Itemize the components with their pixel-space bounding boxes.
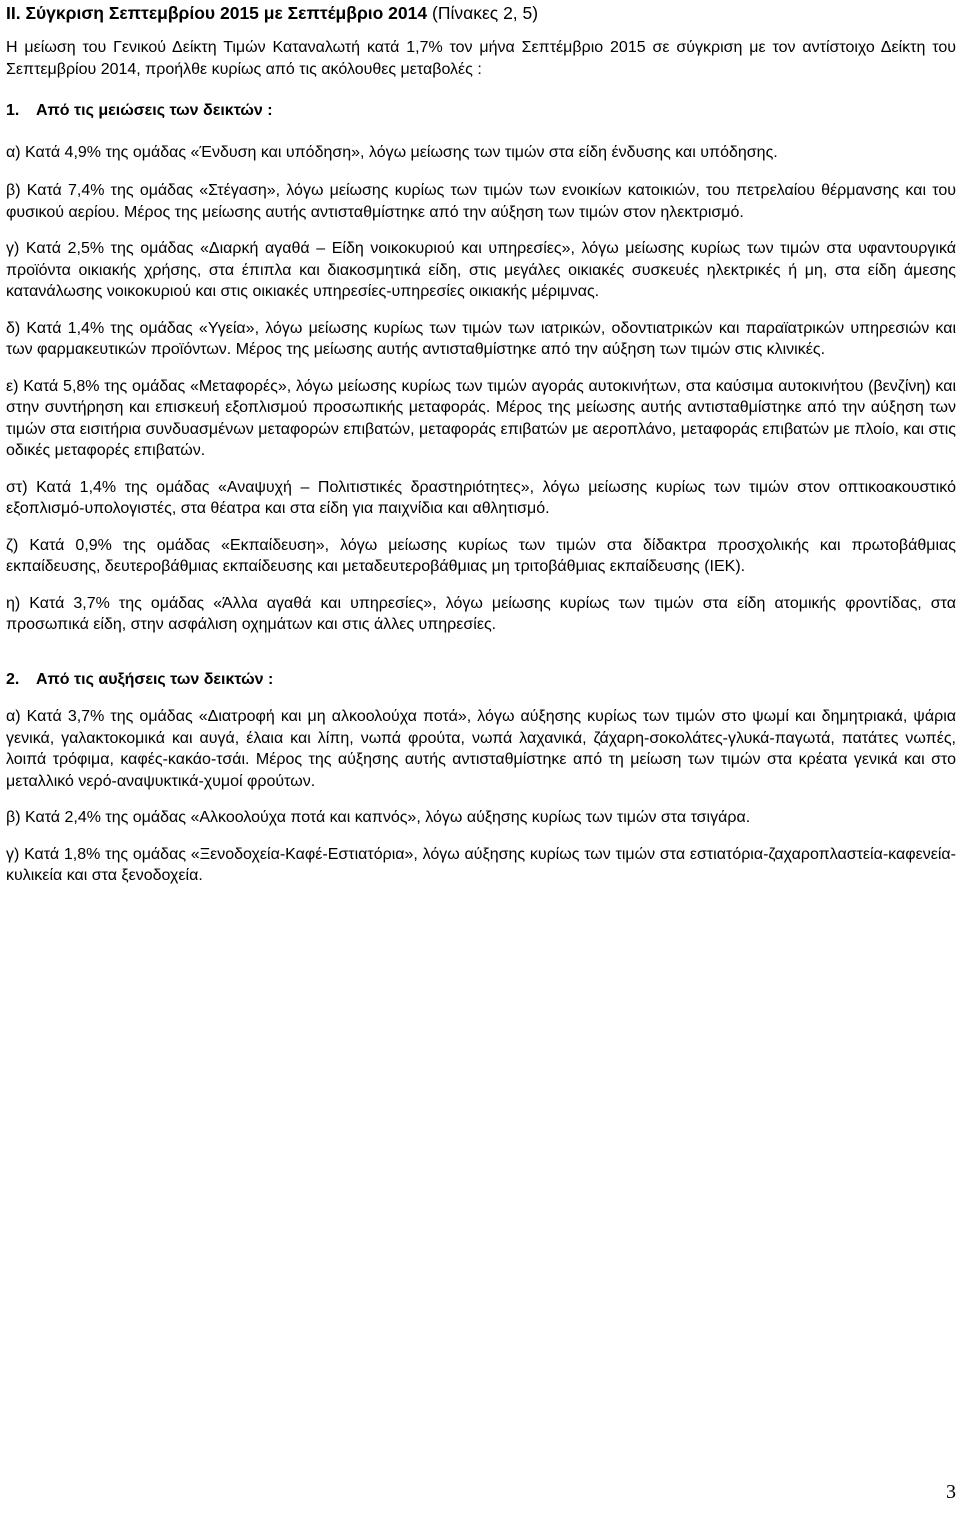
heading-decreases (6, 100, 956, 122)
increase-item-b: β) Κατά 2,4% της ομάδας «Αλκοολούχα ποτά και καπνός», λόγω αύξησης κυρίως των τιμών στα τσιγάρα. (6, 809, 751, 826)
decrease-item-c: γ) Κατά 2,5% της ομάδας «Διαρκή αγαθά – Είδη νοικοκυριού και υπηρεσίες», λόγω μείωσης κυρίως των τιμών στα υφαντουργικά προϊόντα οικιακής χρήσης, στα έπιπλα και διακοσμητικά είδη, στις μεγάλες οικιακές συσκευές ηλεκτρικές ή μη, στα είδη άμεσης κατανάλωσης νοικοκυριού και στις οικιακές υπηρεσίες-υπηρεσίες οικιακής μέριμνας. (6, 240, 956, 300)
increase-item-c: γ) Κατά 1,8% της ομάδας «Ξενοδοχεία-Καφέ-Εστιατόρια», λόγω αύξησης κυρίως των τιμών στα εστιατόρια-ζαχαροπλαστεία-καφενεία-κυλικεία και στα ξενοδοχεία. (6, 845, 956, 884)
page-number: 3 (946, 1481, 956, 1503)
section-title-tables-ref: (Πίνακες 2, 5) (432, 3, 539, 23)
heading-decreases-number: 1. (6, 102, 20, 119)
heading-increases-text: Από τις αυξήσεις των δεικτών : (36, 670, 274, 688)
decrease-item-z: ζ) Κατά 0,9% της ομάδας «Εκπαίδευση», λόγω μείωσης κυρίως των τιμών στα δίδακτρα προσχολικής και πρωτοβάθμιας εκπαίδευσης, δευτεροβάθμιας εκπαίδευσης και μεταδευτεροβάθμιας μη τριτοβάθμιας εκπαίδευσης (ΙΕΚ). (6, 536, 956, 575)
decrease-item-b: β) Κατά 7,4% της ομάδας «Στέγαση», λόγω μείωσης κυρίως των τιμών των ενοικίων κατοικιών, του πετρελαίου θέρμανσης και του φυσικού αερίου. Μέρος της μείωσης αυτής αντισταθμίστηκε από την αύξηση των τιμών στον ηλεκτρισμό. (6, 182, 956, 221)
heading-decreases-text: Από τις μειώσεις των δεικτών : (36, 102, 273, 119)
decrease-item-e: ε) Κατά 5,8% της ομάδας «Μεταφορές», λόγω μείωσης κυρίως των τιμών αγοράς αυτοκινήτων, στα καύσιμα αυτοκινήτου (βενζίνη) και στην συντήρηση και επισκευή εξοπλισμού προσωπικής μεταφοράς. Μέρος της μείωσης αυτής αντισταθμίστηκε από την αύξηση των τιμών στα εισιτήρια συνδυασμένων μεταφορών επιβατών, μεταφοράς επιβατών με αεροπλάνο, μεταφοράς επιβατών με πλοίο, και στις οδικές μεταφορές επιβατών. (6, 377, 956, 459)
heading-increases-number: 2. (6, 670, 20, 688)
decrease-item-st: στ) Κατά 1,4% της ομάδας «Αναψυχή – Πολιτιστικές δραστηριότητες», λόγω μείωσης κυρίως των τιμών στον οπτικοακουστικό εξοπλισμό-υπολογιστές, στα θέατρα και στα είδη για παιχνίδια και αθλητισμό. (6, 478, 956, 517)
intro-paragraph: Η μείωση του Γενικού Δείκτη Τιμών Καταναλωτή κατά 1,7% τον μήνα Σεπτέμβριο 2015 σε σύγκριση με τον αντίστοιχο Δείκτη του Σεπτεμβρίου 2014, προήλθε κυρίως από τις ακόλουθες μεταβολές : (6, 39, 956, 78)
heading-increases (6, 669, 956, 691)
document-page (6, 0, 956, 887)
section-title-main: II. Σύγκριση Σεπτεμβρίου 2015 με Σεπτέμβριο 2014 (6, 3, 428, 23)
increase-item-a: α) Κατά 3,7% της ομάδας «Διατροφή και μη αλκοολούχα ποτά», λόγω αύξησης κυρίως των τιμών στο ψωμί και δημητριακά, ψάρια γενικά, γαλακτοκομικά και αυγά, έλαια και λίπη, νωπά φρούτα, νωπά λαχανικά, ζάχαρη-σοκολάτες-γλυκά-παγωτά, πατάτες νωπές, λοιπά τρόφιμα, καφές-κακάο-τσάι. Μέρος της αύξησης αυτής αντισταθμίστηκε από τη μείωση των τιμών στα κρέατα γενικά και στο μεταλλικό νερό-αναψυκτικά-χυμοί φρούτων. (6, 708, 956, 790)
decrease-item-d: δ) Κατά 1,4% της ομάδας «Υγεία», λόγω μείωσης κυρίως των τιμών των ιατρικών, οδοντιατρικών και παραϊατρικών υπηρεσιών και των φαρμακευτικών προϊόντων. Μέρος της μείωσης αυτής αντισταθμίστηκε από την αύξηση των τιμών στις κλινικές. (6, 319, 956, 358)
section-title (6, 0, 956, 24)
decrease-item-a: α) Κατά 4,9% της ομάδας «Ένδυση και υπόδηση», λόγω μείωσης των τιμών στα είδη ένδυσης και υπόδησης. (6, 143, 778, 161)
decrease-item-h: η) Κατά 3,7% της ομάδας «Άλλα αγαθά και υπηρεσίες», λόγω μείωσης κυρίως των τιμών στα είδη ατομικής φροντίδας, στα προσωπικά είδη, στην ασφάλιση οχημάτων και στις άλλες υπηρεσίες. (6, 594, 956, 633)
